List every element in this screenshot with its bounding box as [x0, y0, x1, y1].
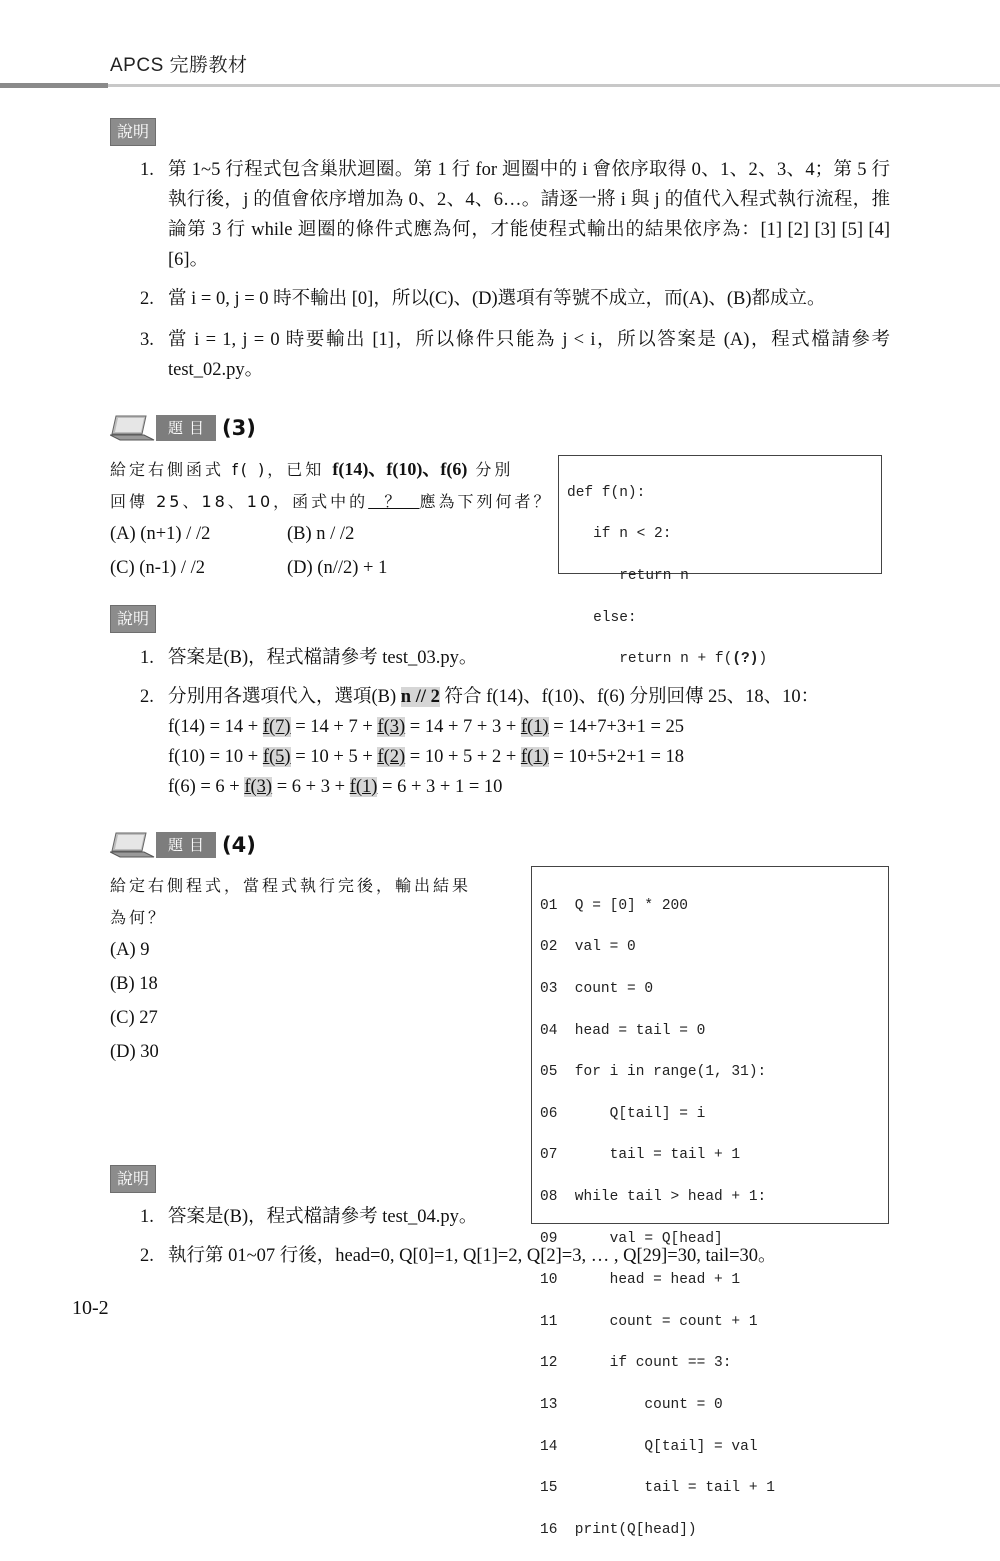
explanation-item: 第 1~5 行程式包含巢狀迴圈。第 1 行 for 迴圈中的 i 會依序取得 0、1、2、3、4；第 5 行執行後，j 的值會依序增加為 0、2、4、6…。請逐一將 i 與 j 的值代入程式執行流程，推論第 3 行 while 迴圈的條件式應為何，才能使程式輸出的結果依序為：[1] [2] [3] [5] [4] [6]。 [168, 160, 890, 270]
book-title: APCS 完勝教材 [110, 55, 248, 76]
code-line: 05 for i in range(1, 31): [540, 1064, 767, 1081]
recursive-call: f(1) [520, 747, 549, 767]
recursive-call: f(3) [377, 717, 406, 737]
code-line: 12 if count == 3: [540, 1355, 732, 1372]
question-prompt-line [110, 488, 553, 516]
calc-line: f(6) = 6 + f(3) = 6 + 3 + f(1) = 6 + 3 + 1 = 10 [168, 777, 503, 797]
explanation-item: 答案是(B)，程式檔請參考 test_03.py。 [168, 648, 478, 668]
item-number: 2. [140, 687, 154, 707]
header-rule-accent [0, 83, 108, 88]
option-c: (C) 27 [110, 1008, 158, 1028]
code-line: 03 count = 0 [540, 980, 654, 997]
code-listing [531, 866, 889, 1538]
code-line: else: [567, 609, 637, 626]
code-line: def f(n): [567, 484, 646, 501]
laptop-icon [110, 414, 156, 442]
option-b: (B) n / /2 [287, 524, 355, 544]
question-heading [110, 829, 256, 861]
question-number: (3) [222, 416, 256, 440]
question-number: (4) [222, 833, 256, 857]
code-line: 11 count = count + 1 [540, 1313, 758, 1330]
code-line: 13 count = 0 [540, 1396, 723, 1413]
item-text: 符合 f(14)、f(10)、f(6) 分別回傳 25、18、10： [439, 687, 820, 707]
code-line: 08 while tail > head + 1: [540, 1188, 767, 1205]
item-number: 1. [140, 648, 154, 668]
question-tab: 題目 [156, 832, 216, 858]
code-line: 10 head = head + 1 [540, 1272, 741, 1289]
code-line: 02 val = 0 [540, 939, 636, 956]
explanation-item: 當 i = 1, j = 0 時要輸出 [1]，所以條件只能為 j < i，所以答案是 (A)，程式檔請參考 test_02.py。 [168, 330, 890, 380]
prompt-functions: f(14)、f(10)、f(6) [332, 459, 468, 479]
explanation-item: 執行第 01~07 行後，head=0, Q[0]=1, Q[1]=2, Q[2]=3, … , Q[29]=30, tail=30。 [168, 1246, 777, 1266]
item-number: 1. [140, 160, 154, 180]
calc-line: f(10) = 10 + f(5) = 10 + 5 + f(2) = 10 + 5 + 2 + f(1) = 10+5+2+1 = 18 [168, 747, 685, 767]
option-a: (A) 9 [110, 940, 150, 960]
code-blank: (?) [732, 651, 759, 668]
item-number: 2. [140, 289, 154, 309]
prompt-text: 分別 [467, 460, 514, 479]
recursive-call: f(2) [377, 747, 406, 767]
explanation-label: 說明 [110, 605, 156, 633]
code-line: 06 Q[tail] = i [540, 1105, 706, 1122]
code-line: return n [567, 567, 689, 584]
option-d: (D) 30 [110, 1042, 159, 1062]
question-prompt-line: 為何？ [110, 908, 168, 927]
question-prompt-line: 給定右側程式，當程式執行完後，輸出結果 [110, 876, 472, 895]
header-rule [108, 84, 1000, 87]
code-line: 09 val = Q[head] [540, 1230, 723, 1247]
code-line: 01 Q = [0] * 200 [540, 897, 688, 914]
code-line: if n < 2: [567, 526, 672, 543]
code-line: 15 tail = tail + 1 [540, 1480, 775, 1497]
item-number: 3. [140, 330, 154, 350]
item-text: 分別用各選項代入，選項(B) [168, 687, 401, 707]
explanation-label: 說明 [110, 1165, 156, 1193]
explanation-label: 說明 [110, 118, 156, 146]
question-heading [110, 412, 256, 444]
recursive-call: f(1) [520, 717, 549, 737]
item-number: 2. [140, 1246, 154, 1266]
calc-line: f(14) = 14 + f(7) = 14 + 7 + f(3) = 14 + 7 + 3 + f(1) = 14+7+3+1 = 25 [168, 717, 685, 737]
option-d: (D) (n//2) + 1 [287, 558, 388, 578]
question-tab: 題目 [156, 415, 216, 441]
code-text: ) [758, 651, 768, 668]
recursive-call: f(7) [262, 717, 291, 737]
item-number: 1. [140, 1207, 154, 1227]
question-prompt-line [110, 455, 513, 484]
explanation-item: 當 i = 0, j = 0 時不輸出 [0]，所以(C)、(D)選項有等號不成立，而(A)、(B)都成立。 [168, 289, 826, 309]
prompt-text: 應為下列何者？ [419, 492, 553, 511]
code-text: return n + f( [567, 651, 733, 668]
recursive-call: f(1) [349, 777, 378, 797]
option-a: (A) (n+1) / /2 [110, 524, 211, 544]
code-line: 14 Q[tail] = val [540, 1438, 758, 1455]
recursive-call: f(5) [262, 747, 291, 767]
recursive-call: f(3) [244, 777, 273, 797]
prompt-text: 給定右側函式 f( )，已知 [110, 460, 333, 479]
code-line: 04 head = tail = 0 [540, 1022, 706, 1039]
option-b: (B) 18 [110, 974, 158, 994]
prompt-blank: ？ [368, 492, 420, 511]
laptop-icon [110, 831, 156, 859]
explanation-item [168, 682, 890, 712]
page-number: 10-2 [72, 1297, 109, 1319]
highlighted-answer: n // 2 [400, 687, 440, 707]
option-c: (C) (n-1) / /2 [110, 558, 206, 578]
code-line: 07 tail = tail + 1 [540, 1147, 741, 1164]
explanation-item: 答案是(B)，程式檔請參考 test_04.py。 [168, 1207, 478, 1227]
code-listing [558, 455, 882, 668]
prompt-text: 回傳 25、18、10，函式中的 [110, 492, 369, 511]
code-line: 16 print(Q[head]) [540, 1521, 697, 1538]
